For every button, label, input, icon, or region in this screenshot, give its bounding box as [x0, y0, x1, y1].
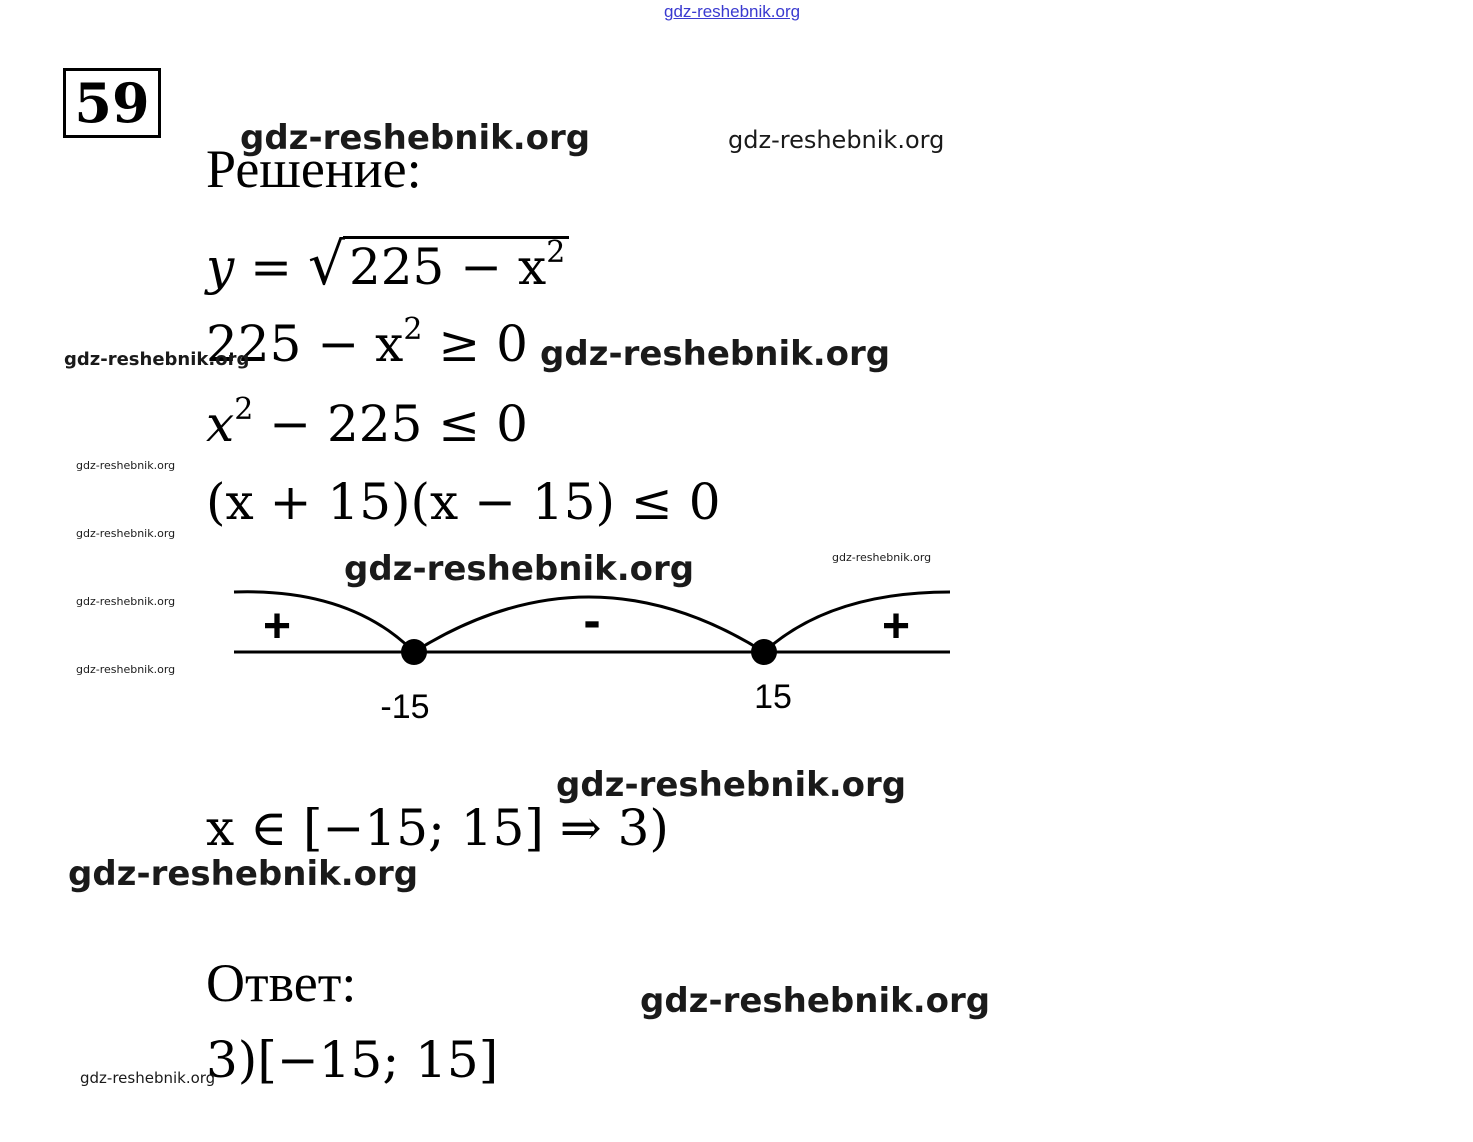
watermark: gdz-reshebnik.org	[640, 981, 991, 1021]
sign-middle: -	[583, 592, 601, 650]
watermark: gdz-reshebnik.org	[556, 765, 907, 805]
equation-line-4: (x + 15)(x − 15) ≤ 0	[206, 473, 721, 531]
point-15	[751, 639, 777, 665]
equation-line-3: $x^2 - 225 \le 0$	[206, 392, 528, 453]
sign-arc-left	[234, 592, 414, 652]
site-link[interactable]: gdz-reshebnik.org	[664, 2, 801, 21]
answer-value: 3)[−15; 15]	[206, 1031, 499, 1089]
watermark: gdz-reshebnik.org	[76, 459, 176, 472]
watermark: gdz-reshebnik.org	[344, 549, 695, 589]
solution-heading: Решение:	[206, 139, 422, 199]
variable-y: y	[206, 238, 235, 296]
point-label-minus-15: -15	[380, 688, 430, 726]
watermark: gdz-reshebnik.org	[728, 126, 945, 154]
answer-heading: Ответ:	[206, 953, 357, 1013]
watermark: gdz-reshebnik.org	[832, 551, 932, 564]
point-label-15: 15	[754, 678, 792, 716]
watermark: gdz-reshebnik.org	[76, 527, 176, 540]
equals-sign: =	[250, 238, 293, 296]
watermark: gdz-reshebnik.org	[64, 349, 250, 370]
watermark: gdz-reshebnik.org	[68, 854, 419, 894]
radical-sign: √	[307, 230, 345, 298]
number-line-diagram	[230, 580, 954, 730]
point-minus-15	[401, 639, 427, 665]
sign-right: +	[881, 600, 911, 653]
watermark: gdz-reshebnik.org	[76, 595, 176, 608]
watermark: gdz-reshebnik.org	[540, 334, 891, 374]
sign-arc-right	[764, 592, 950, 652]
equation-line-2: $225 - x^2 \ge 0$	[206, 312, 528, 373]
task-number-box: 59	[63, 68, 161, 138]
watermark: gdz-reshebnik.org	[80, 1069, 216, 1087]
watermark: gdz-reshebnik.org	[240, 118, 591, 158]
conclusion-line: x ∈ [−15; 15] ⇒ 3)	[206, 799, 669, 857]
equation-line-1	[206, 230, 569, 298]
sign-left: +	[262, 600, 292, 653]
watermark: gdz-reshebnik.org	[76, 663, 176, 676]
radicand: $225 - x^2$	[343, 236, 569, 295]
